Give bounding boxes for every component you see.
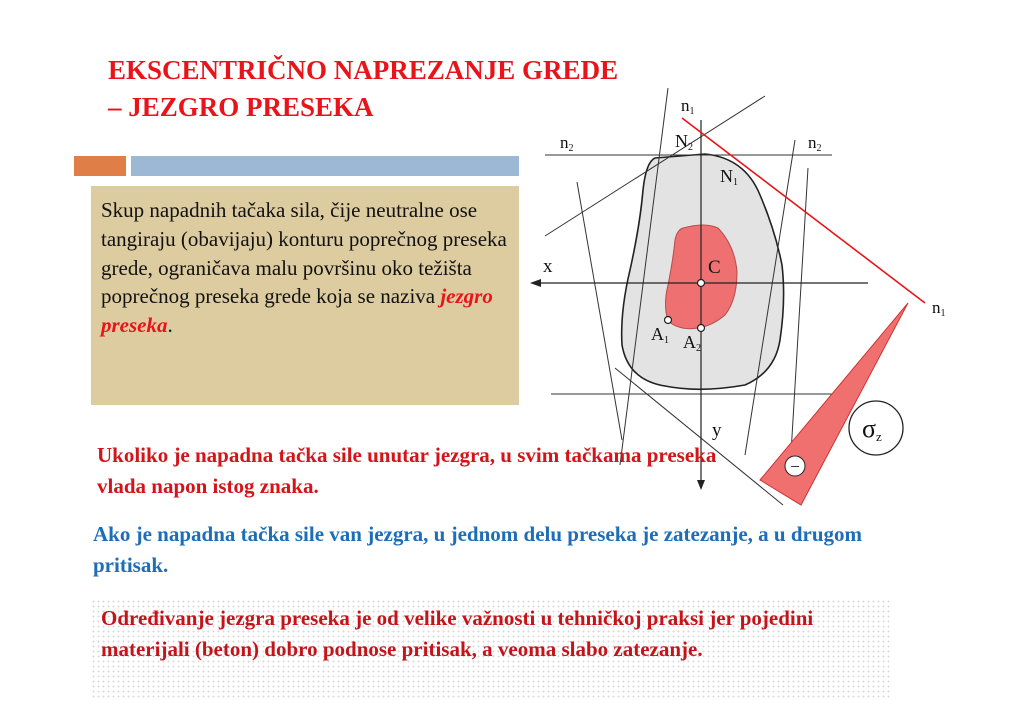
label-x: x	[543, 256, 553, 277]
minus-sign: −	[790, 457, 800, 476]
label-N2: N2	[675, 131, 693, 153]
definition-emphasis: jezgro preseka	[101, 284, 493, 338]
definition-text: Skup napadnih tačaka sila, čije neutralne ose tangiraju (obavijaju) konturu poprečnog preseka grede, ograničava malu površinu oko težišta poprečnog preseka grede koja se naziva	[101, 198, 507, 309]
sigma-label: σz	[862, 414, 882, 444]
paragraph-inside-core: Ukoliko je napadna tačka sile unutar jezgra, u svim tačkama preseka vlada napon istog znaka.	[97, 443, 717, 498]
point-A2	[698, 325, 705, 332]
paragraph-outside-core: Ako je napadna tačka sile van jezgra, u jednom delu preseka je zatezanje, a u drugom pritisak.	[93, 522, 863, 577]
point-A1	[665, 317, 672, 324]
label-n2-left: n2	[560, 133, 574, 154]
definition-end: .	[167, 313, 173, 338]
label-A2: A2	[683, 332, 701, 354]
label-A1: A1	[651, 324, 669, 346]
point-C	[698, 280, 705, 287]
title-line-1: EKSCENTRIČNO NAPREZANJE GREDE	[108, 55, 619, 85]
label-C: C	[708, 257, 721, 278]
paragraph-practice: Određivanje jezgra preseka je od velike važnosti u tehničkoj praksi jer pojedini materijali (beton) dobro podnose pritisak, a veoma slabo zatezanje.	[91, 599, 890, 699]
label-n1-right: n1	[932, 298, 946, 319]
axis-x-arrow	[530, 279, 541, 287]
label-n1-top: n1	[681, 96, 695, 117]
label-N1: N1	[720, 166, 738, 188]
neutral-line-e	[790, 168, 808, 470]
neutral-line-c	[577, 182, 622, 440]
title-line-2: – JEZGRO PRESEKA	[108, 92, 374, 122]
label-y: y	[712, 420, 722, 441]
label-n2-right: n2	[808, 133, 822, 154]
